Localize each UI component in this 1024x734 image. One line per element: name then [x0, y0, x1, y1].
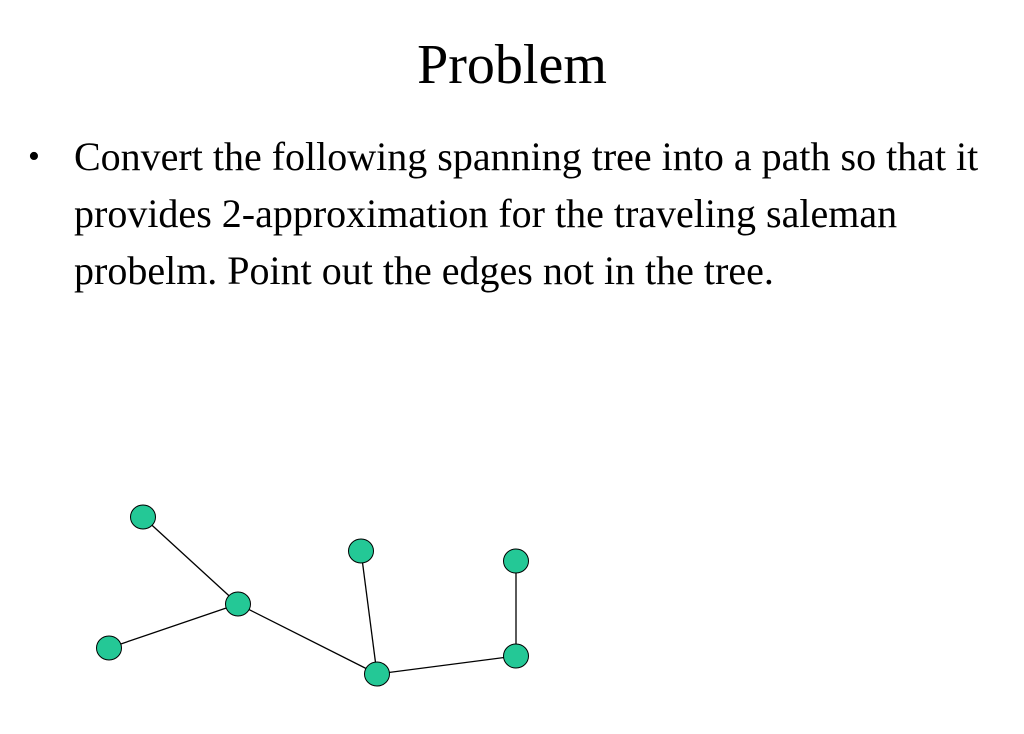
bullet-text: Convert the following spanning tree into a path so that it provides 2-approximation for the traveling saleman probelm. Point out the edges not in the tree.	[74, 134, 979, 293]
tree-node-n6	[504, 549, 529, 573]
tree-edges	[109, 517, 516, 674]
tree-node-n2	[97, 636, 122, 660]
tree-node-n4	[349, 539, 374, 563]
tree-edge-n4-n5	[361, 551, 377, 674]
tree-node-n1	[131, 505, 156, 529]
tree-nodes	[97, 505, 529, 686]
tree-edge-n5-n7	[377, 656, 516, 674]
tree-node-n5	[365, 662, 390, 686]
tree-edge-n1-n3	[143, 517, 238, 604]
slide-title: Problem	[417, 34, 607, 96]
tree-node-n3	[226, 592, 251, 616]
tree-node-n7	[504, 644, 529, 668]
tree-edge-n3-n5	[238, 604, 377, 674]
tree-edge-n2-n3	[109, 604, 238, 648]
bullet-marker: •	[28, 138, 40, 175]
